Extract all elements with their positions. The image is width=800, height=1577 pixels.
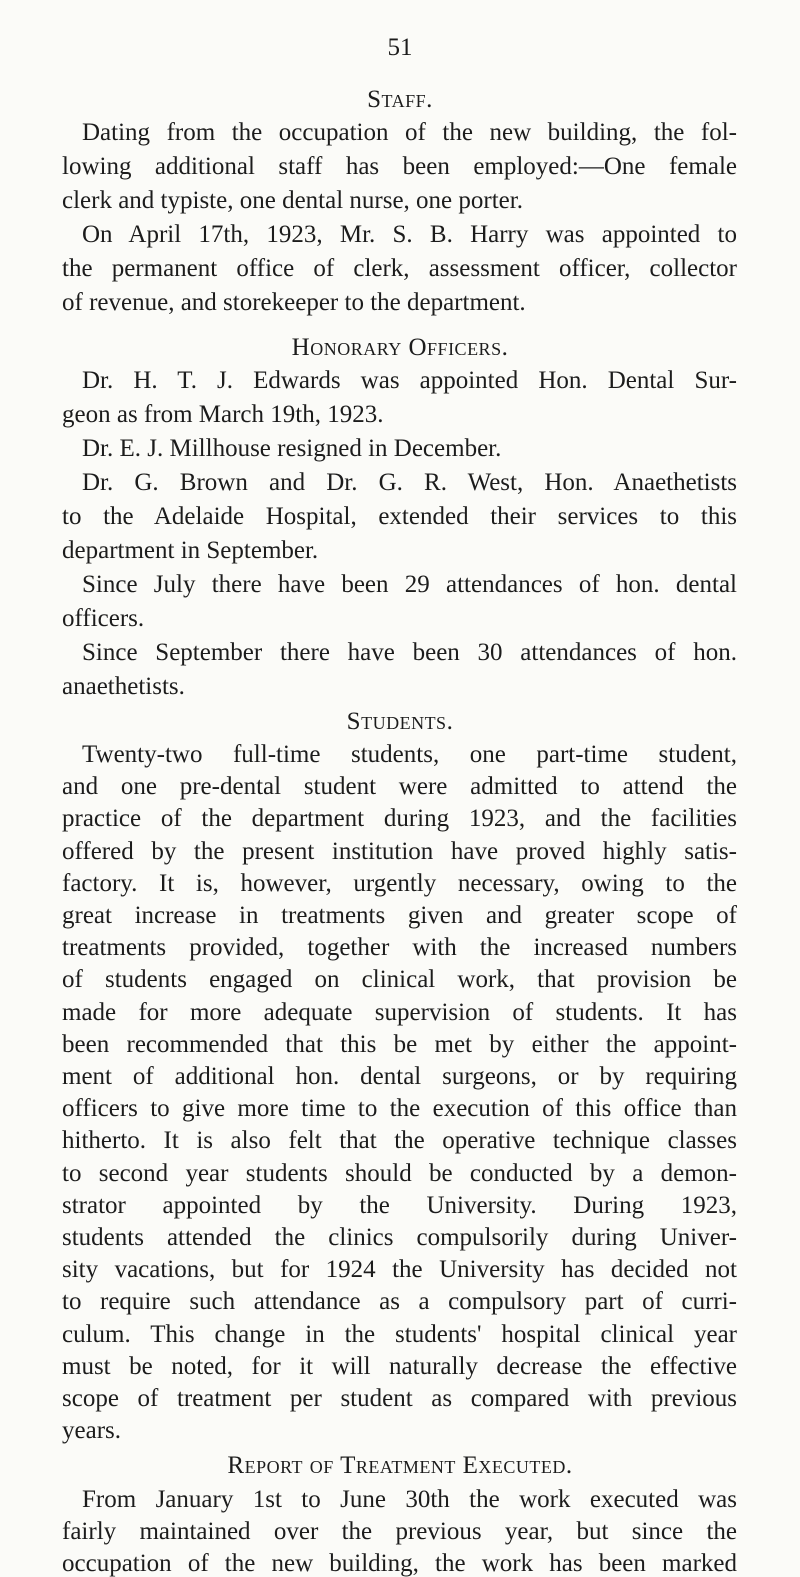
text-line: to require such attendance as a compulsory part of curri- bbox=[62, 1288, 737, 1315]
text-line: On April 17th, 1923, Mr. S. B. Harry was appointed to bbox=[82, 221, 737, 248]
text-line: officers to give more time to the execution of this office than bbox=[62, 1095, 737, 1122]
text-line: to second year students should be conducted by a demon- bbox=[62, 1160, 737, 1187]
text-line: offered by the present institution have proved highly satis- bbox=[62, 838, 737, 865]
text-line: made for more adequate supervision of students. It has bbox=[62, 999, 737, 1026]
text-line: lowing additional staff has been employed:—One female bbox=[62, 153, 737, 180]
text-line: great increase in treatments given and greater scope of bbox=[62, 902, 737, 929]
section-heading-honorary-officers: Honorary Officers. bbox=[291, 334, 509, 361]
text-line: practice of the department during 1923, and the facilities bbox=[62, 805, 737, 832]
text-line: officers. bbox=[62, 605, 145, 632]
text-line: scope of treatment per student as compared with previous bbox=[62, 1385, 737, 1412]
text-line: of revenue, and storekeeper to the department. bbox=[62, 289, 526, 316]
text-line: department in September. bbox=[62, 537, 319, 564]
text-line: treatments provided, together with the increased numbers bbox=[62, 934, 737, 961]
text-line: sity vacations, but for 1924 the University has decided not bbox=[62, 1256, 737, 1283]
text-line: years. bbox=[62, 1417, 121, 1444]
text-line: must be noted, for it will naturally decrease the effective bbox=[62, 1353, 737, 1380]
text-line: From January 1st to June 30th the work executed was bbox=[82, 1486, 737, 1513]
text-line: and one pre-dental student were admitted to attend the bbox=[62, 773, 737, 800]
text-line: Dr. E. J. Millhouse resigned in December. bbox=[82, 435, 502, 462]
text-line: the permanent office of clerk, assessment officer, collector bbox=[62, 255, 737, 282]
text-line: Dr. H. T. J. Edwards was appointed Hon. Dental Sur- bbox=[82, 367, 737, 394]
text-line: to the Adelaide Hospital, extended their services to this bbox=[62, 503, 737, 530]
text-line: anaethetists. bbox=[62, 673, 185, 700]
text-line: Twenty-two full-time students, one part-time student, bbox=[82, 741, 737, 768]
section-heading-report: Report of Treatment Executed. bbox=[227, 1452, 573, 1479]
text-line: fairly maintained over the previous year, but since the bbox=[62, 1518, 737, 1545]
section-heading-students: Students. bbox=[346, 708, 454, 735]
text-line: of students engaged on clinical work, that provision be bbox=[62, 966, 737, 993]
text-line: Since July there have been 29 attendances of hon. dental bbox=[82, 571, 737, 598]
text-line: clerk and typiste, one dental nurse, one porter. bbox=[62, 187, 523, 214]
text-line: Dr. G. Brown and Dr. G. R. West, Hon. Anaethetists bbox=[82, 469, 737, 496]
text-line: been recommended that this be met by either the appoint- bbox=[62, 1031, 737, 1058]
text-line: ment of additional hon. dental surgeons, or by requiring bbox=[62, 1063, 737, 1090]
text-line: hitherto. It is also felt that the operative technique classes bbox=[62, 1127, 737, 1154]
text-line: factory. It is, however, urgently necessary, owing to the bbox=[62, 870, 737, 897]
text-line: Dating from the occupation of the new building, the fol- bbox=[82, 119, 737, 146]
text-line: occupation of the new building, the work has been marked bbox=[62, 1550, 737, 1577]
text-line: Since September there have been 30 attendances of hon. bbox=[82, 639, 737, 666]
text-line: strator appointed by the University. During 1923, bbox=[62, 1192, 737, 1219]
text-line: geon as from March 19th, 1923. bbox=[62, 401, 384, 428]
page-number: 51 bbox=[387, 34, 413, 61]
section-heading-staff: Staff. bbox=[367, 86, 433, 113]
text-line: culum. This change in the students' hospital clinical year bbox=[62, 1321, 737, 1348]
text-line: students attended the clinics compulsorily during Univer- bbox=[62, 1224, 737, 1251]
